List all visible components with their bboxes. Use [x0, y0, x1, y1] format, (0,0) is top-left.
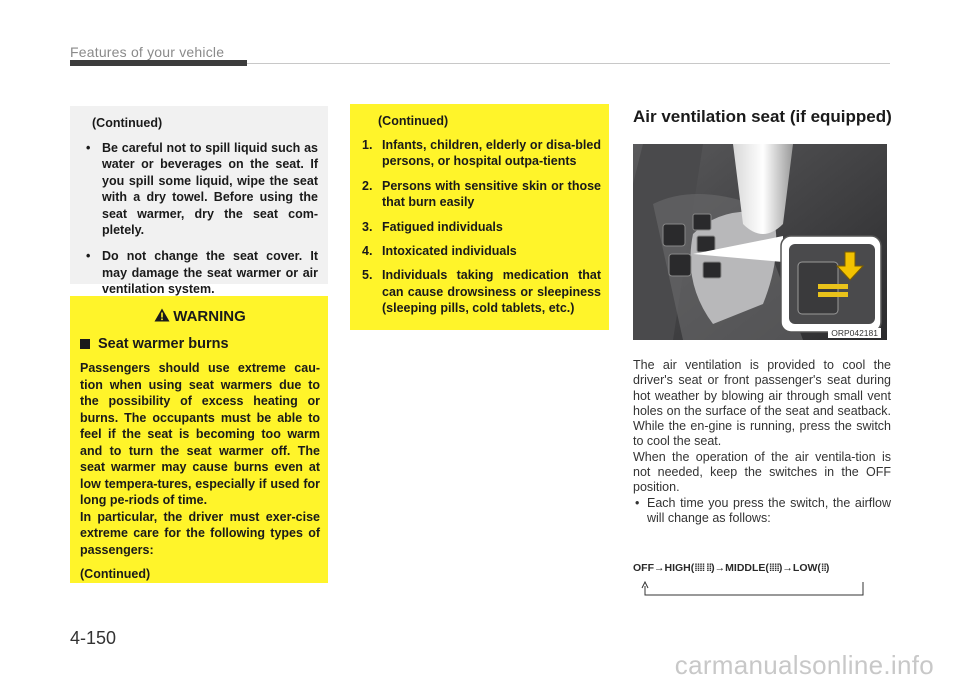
- list-text: Persons with sensitive skin or those that burn easily: [382, 178, 601, 210]
- list-item: [362, 178, 601, 211]
- section-header-title: Features of your vehicle: [70, 44, 225, 60]
- level-dots-icon: ⁞⁞⁞⁞ ⁞⁞: [694, 562, 712, 574]
- list-text: Fatigued individuals: [382, 219, 503, 234]
- level-dots-icon: ⁞⁞: [820, 562, 826, 574]
- loop-arrow-icon: [633, 562, 891, 602]
- description: [633, 358, 891, 526]
- description-bullet: • Each time you press the switch, the airflow will change as follows:: [633, 496, 891, 527]
- warning-body: Passengers should use extreme cau-tion when using seat warmers due to the possibility of excess heating or burns. The occupants must be able to feel if the seat is becoming too warm and to turn the seat warmer off. The seat warmer may cause burns even at low tempera-tures, especially if used for long pe-riods of time.: [80, 361, 320, 507]
- warning-subheading: [80, 336, 320, 352]
- warning-body-particular: In particular, the driver must exer-cise extreme care for the following types of passengers:: [80, 509, 320, 557]
- seq-middle: )→MIDDLE(: [711, 562, 769, 574]
- list-item: [362, 219, 601, 235]
- caution-box: [70, 106, 328, 297]
- header-rule: [247, 63, 890, 64]
- warning-heading-text: WARNING: [173, 308, 246, 325]
- list-text: Intoxicated individuals: [382, 244, 517, 259]
- list-item: [362, 137, 601, 170]
- list-text: Individuals taking medication that can cause drowsiness or sleepiness (sleeping pills, cold tablets, etc.): [382, 268, 601, 316]
- warning-continued-box: [350, 104, 609, 330]
- description-para1: The air ventilation is provided to cool the driver's seat or front passenger's seat during hot weather by blowing air through small vent holes on the surface of the seat and seatback. While the en-gine is running, press the switch to cool the seat.: [633, 358, 891, 449]
- caution-bullet-cover: • Do not change the seat cover. It may damage the seat warmer or air ventilation system.: [82, 248, 318, 297]
- warning2-continued: (Continued): [378, 114, 449, 128]
- arrow-right-icon: →: [654, 562, 665, 574]
- caution-continued: (Continued): [92, 116, 163, 130]
- list-number: 3.: [362, 219, 373, 234]
- list-number: 2.: [362, 178, 373, 193]
- list-item: [362, 243, 601, 259]
- warning-triangle-icon: [154, 308, 170, 322]
- figure-code: ORP042181: [828, 328, 881, 338]
- list-text: Infants, children, elderly or disa-bled persons, or hospital outpa-tients: [382, 138, 601, 169]
- description-para2: When the operation of the air ventila-tion is not needed, keep the switches in the OFF position.: [633, 449, 891, 495]
- console-switch-figure: [633, 144, 887, 340]
- level-dots-icon: ⁞⁞⁞⁞: [768, 562, 779, 574]
- list-number: 5.: [362, 268, 373, 283]
- seq-high: HIGH(: [664, 562, 695, 574]
- seq-close: ): [825, 562, 830, 574]
- header-bar: [70, 60, 247, 66]
- list-number: 4.: [362, 244, 373, 259]
- seq-low: )→LOW(: [778, 562, 821, 574]
- watermark: carmanualsonline.info: [674, 650, 934, 680]
- list-number: 1.: [362, 138, 373, 152]
- warning-continued: (Continued): [80, 567, 151, 581]
- warning-subheading-text: Seat warmer burns: [98, 336, 229, 352]
- seq-off: OFF: [633, 562, 654, 574]
- section-title: Air ventilation seat (if equipped): [633, 107, 892, 126]
- warning-heading: [80, 308, 320, 325]
- warning-box: [70, 296, 328, 583]
- console-illustration: [633, 144, 887, 340]
- square-bullet-icon: [80, 339, 90, 349]
- list-item: [362, 267, 601, 316]
- page-number: 4-150: [70, 628, 117, 648]
- caution-bullet-spill: • Be careful not to spill liquid such as water or beverages on the seat. If you spill some liquid, wipe the seat with a dry towel. Before using the seat warmer, dry the seat com-pletely.: [82, 140, 318, 238]
- airflow-sequence: [633, 562, 891, 602]
